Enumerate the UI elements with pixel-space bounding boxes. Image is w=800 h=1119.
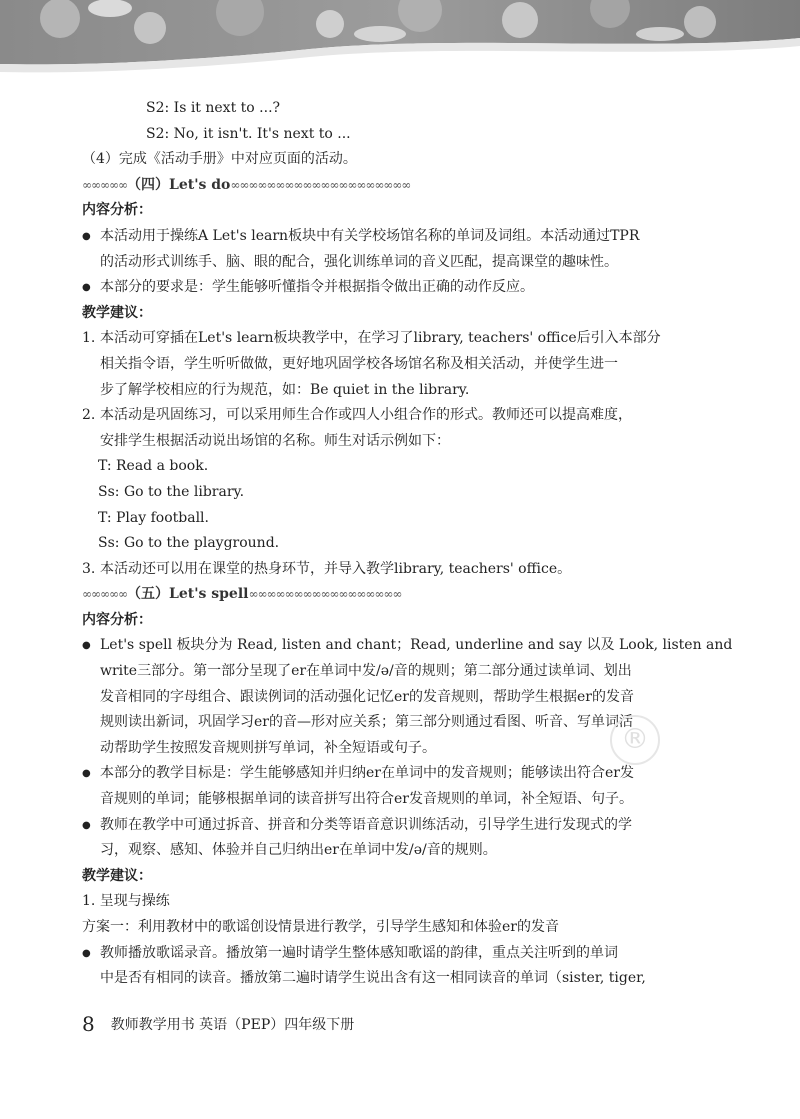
section-ornament-right: ∞∞∞∞∞∞∞∞∞∞∞∞∞∞∞∞∞ [248, 587, 402, 602]
bullet-continuation: 习，观察、感知、体验并自己归纳出er在单词中发/ə/音的规则。 [100, 842, 497, 859]
teaching-suggestion-heading: 教学建议： [82, 867, 152, 884]
numbered-item [82, 326, 722, 352]
bullet-item: ● 教师在教学中可通过拆音、拼音和分类等语音意识训练活动，引导学生进行发现式的学 [82, 813, 722, 839]
page-footer [82, 1012, 354, 1036]
activity-instruction: （4）完成《活动手册》中对应页面的活动。 [82, 151, 357, 168]
content-analysis-heading: 内容分析： [82, 611, 152, 628]
bullet-continuation: write三部分。第一部分呈现了er在单词中发/ə/音的规则；第二部分通过读单词、划出 [100, 663, 632, 680]
section-ornament-left: ∞∞∞∞∞ [82, 587, 127, 602]
decorative-header-banner [0, 0, 800, 88]
bullet-continuation: 音规则的单词；能够根据单词的读音拼写出符合er发音规则的单词，补全短语、句子。 [100, 791, 633, 808]
item-text: 本活动可穿插在Let's learn板块教学中，在学习了library, teachers' office后引入本部分 [100, 330, 661, 347]
page-number: 8 [82, 1012, 95, 1036]
bullet-item: ● 本活动用于操练A Let's learn板块中有关学校场馆名称的单词及词组。本活动通过TPR [82, 224, 722, 250]
item-number: 2. [82, 407, 96, 424]
bullet-continuation: 发音相同的字母组合、跟读例词的活动强化记忆er的发音规则，帮助学生根据er的发音 [100, 688, 634, 705]
bullet-item: ● 教师播放歌谣录音。播放第一遍时请学生整体感知歌谣的韵律，重点关注听到的单词 [82, 941, 722, 967]
bullet-continuation: 动帮助学生按照发音规则拼写单词，补全短语或句子。 [100, 739, 436, 756]
item-text: 本活动还可以用在课堂的热身环节，并导入教学library, teachers' office。 [100, 560, 572, 577]
book-title: 教师教学用书 英语（PEP）四年级下册 [110, 1017, 355, 1033]
section-heading-lets-do [82, 173, 722, 199]
bullet-continuation: 规则读出新词，巩固学习er的音—形对应关系；第三部分则通过看图、听音、写单词活 [100, 714, 633, 731]
numbered-item [82, 557, 722, 583]
item-number: 3. [82, 560, 96, 577]
teaching-suggestion-heading: 教学建议： [82, 304, 152, 321]
bullet-item: ● 本部分的教学目标是：学生能够感知并归纳er在单词中的发音规则；能够读出符合er发 [82, 761, 722, 787]
registered-watermark: ® [610, 715, 660, 765]
dialogue-line: S2: No, it isn't. It's next to ... [146, 125, 351, 142]
floral-banner-image [0, 0, 800, 88]
dialogue-line: S2: Is it next to ...? [146, 100, 281, 116]
section-title: （四）Let's do [126, 176, 231, 193]
dialogue-line: T: Read a book. [98, 458, 209, 475]
item-number: 1. [82, 330, 96, 347]
page-body [82, 96, 733, 992]
bullet-item: ● Let's spell 板块分为 Read, listen and chant；Read, underline and say 以及 Look, listen and [82, 633, 722, 659]
item-continuation: 相关指令语，学生听听做做，更好地巩固学校各场馆名称及相关活动，并使学生进一 [100, 355, 618, 372]
numbered-item [82, 403, 722, 429]
content-analysis-heading: 内容分析： [82, 202, 152, 219]
item-continuation: 步了解学校相应的行为规范，如：Be quiet in the library. [100, 381, 470, 398]
bullet-continuation: 的活动形式训练手、脑、眼的配合，强化训练单词的音义匹配，提高课堂的趣味性。 [100, 253, 618, 270]
item-text: 本活动是巩固练习，可以采用师生合作或四人小组合作的形式。教师还可以提高难度， [100, 407, 632, 424]
section-title: （五）Let's spell [126, 586, 249, 603]
subsection-title: 1. 呈现与操练 [82, 893, 170, 910]
section-ornament-left: ∞∞∞∞∞ [82, 177, 127, 192]
dialogue-line: Ss: Go to the playground. [98, 535, 280, 552]
dialogue-line: T: Play football. [98, 509, 209, 526]
plan-description: 方案一：利用教材中的歌谣创设情景进行教学，引导学生感知和体验er的发音 [82, 919, 559, 935]
bullet-item: ● 本部分的要求是：学生能够听懂指令并根据指令做出正确的动作反应。 [82, 275, 722, 301]
section-heading-lets-spell [82, 582, 722, 608]
bullet-continuation: 中是否有相同的读音。播放第二遍时请学生说出含有这一相同读音的单词（sister, tiger, [100, 970, 646, 987]
dialogue-line: Ss: Go to the library. [98, 483, 245, 500]
section-ornament-right: ∞∞∞∞∞∞∞∞∞∞∞∞∞∞∞∞∞∞∞∞ [230, 177, 411, 192]
item-continuation: 安排学生根据活动说出场馆的名称。师生对话示例如下： [100, 432, 450, 449]
